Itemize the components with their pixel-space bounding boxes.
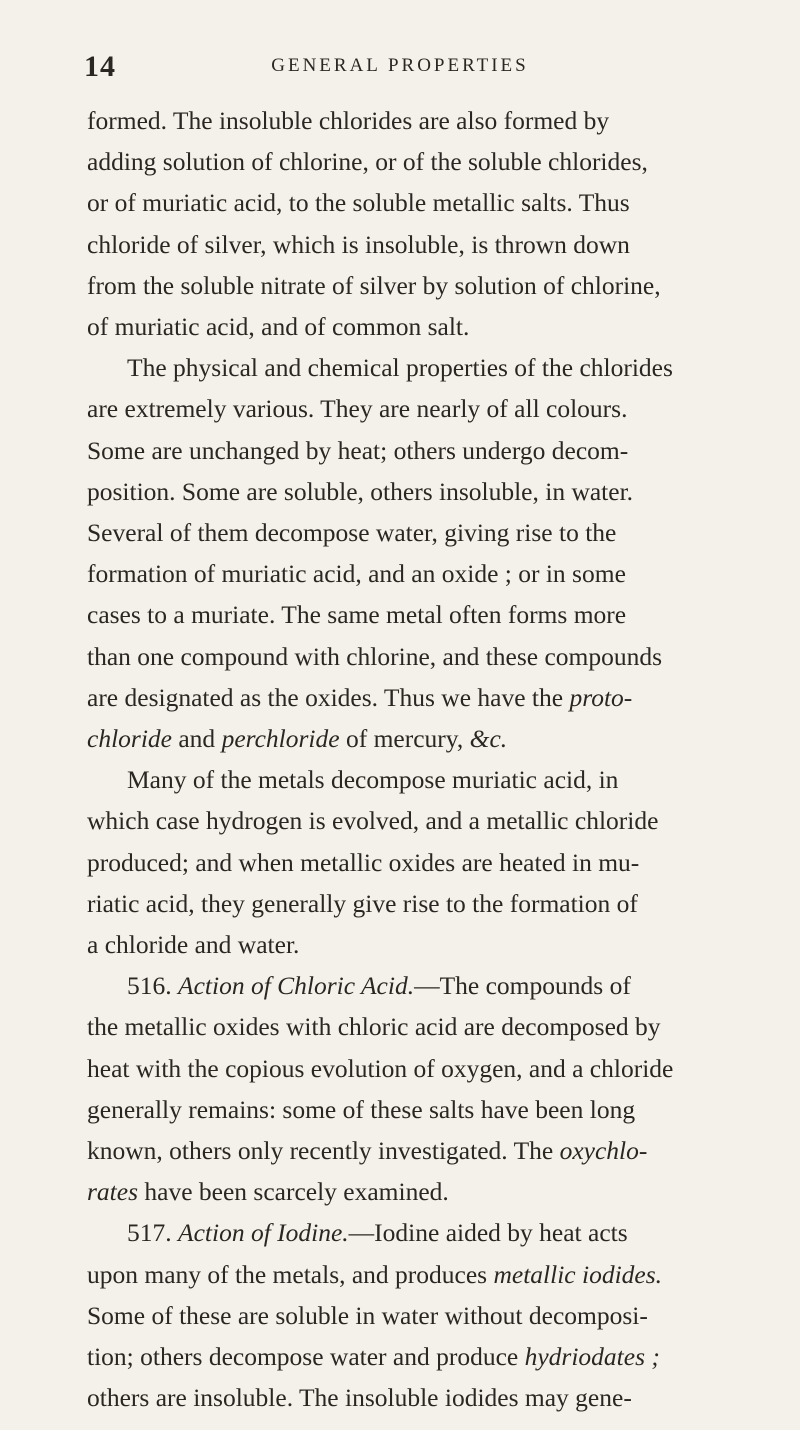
page-number: 14 [84,50,116,83]
text-line: cases to a muriate. The same metal often forms more [87,600,627,630]
text-line: a chloride and water. [87,930,300,960]
text-fragment: have been scarcely examined. [138,1177,449,1207]
text-line: riatic acid, they generally give rise to the formation of [87,888,638,918]
text-line: of muriatic acid, and of common salt. [87,312,470,342]
text-fragment: and [171,724,222,754]
text-line [87,677,733,718]
text-line: are extremely various. They are nearly of all colours. [87,394,628,424]
italic-term: &c. [469,724,508,754]
text-line: others are insoluble. The insoluble iodides may gene- [87,1383,632,1413]
text-line: The physical and chemical properties of the chlorides [127,353,673,383]
italic-term: proto- [569,682,633,712]
text-line: Some of these are soluble in water without decomposi- [87,1300,648,1330]
text-line [87,1212,733,1253]
text-line: the metallic oxides with chloric acid are decomposed by [87,1012,661,1042]
text-line: produced; and when metallic oxides are heated in mu- [87,847,640,877]
text-line: Some are unchanged by heat; others undergo decom- [87,435,629,465]
text-fragment: upon many of the metals, and produces [87,1259,494,1289]
text-line: or of muriatic acid, to the soluble metallic salts. Thus [87,188,630,218]
text-line [87,1130,733,1171]
body-text [87,100,733,1419]
italic-term: hydriodates [524,1342,646,1372]
text-line: generally remains: some of these salts have been long [87,1094,636,1124]
text-line: formed. The insoluble chlorides are also formed by [87,106,610,135]
section-heading: Action of Iodine. [178,1218,349,1248]
text-line: Several of them decompose water, giving rise to the [87,518,617,548]
text-line: Many of the metals decompose muriatic acid, in [127,765,619,795]
italic-term: chloride [87,724,172,754]
text-line [87,718,733,759]
text-fragment: —Iodine aided by heat acts [348,1218,628,1248]
text-line [87,1336,733,1377]
text-fragment: of mercury, [339,724,470,754]
text-line: formation of muriatic acid, and an oxide ; or in some [87,559,626,589]
italic-term: perchloride [221,724,340,754]
text-line: from the soluble nitrate of silver by solution of chlorine, [87,270,661,300]
italic-term: metallic iodides. [493,1259,663,1289]
section-number: 516. [127,971,178,1001]
text-line: position. Some are soluble, others insoluble, in water. [87,476,634,506]
text-fragment: are designated as the oxides. Thus we have the [87,682,570,712]
text-fragment: tion; others decompose water and produce [87,1342,525,1372]
text-fragment: known, others only recently investigated. The [87,1136,560,1166]
italic-term: oxychlo- [559,1136,648,1166]
text-line: which case hydrogen is evolved, and a metallic chloride [87,806,659,836]
text-line: adding solution of chlorine, or of the soluble chlorides, [87,147,648,177]
text-line [87,1171,733,1212]
section-number: 517. [127,1218,178,1248]
text-line: heat with the copious evolution of oxygen, and a chloride [87,1053,674,1083]
text-line: chloride of silver, which is insoluble, is thrown down [87,229,630,259]
text-line: than one compound with chlorine, and these compounds [87,641,663,671]
text-line [87,1254,733,1295]
text-fragment: —The compounds of [414,971,631,1001]
text-fragment: ; [645,1342,660,1372]
section-heading: Action of Chloric Acid. [178,971,415,1001]
italic-term: rates [87,1177,138,1207]
text-line [87,965,733,1006]
running-head: GENERAL PROPERTIES [271,55,529,76]
